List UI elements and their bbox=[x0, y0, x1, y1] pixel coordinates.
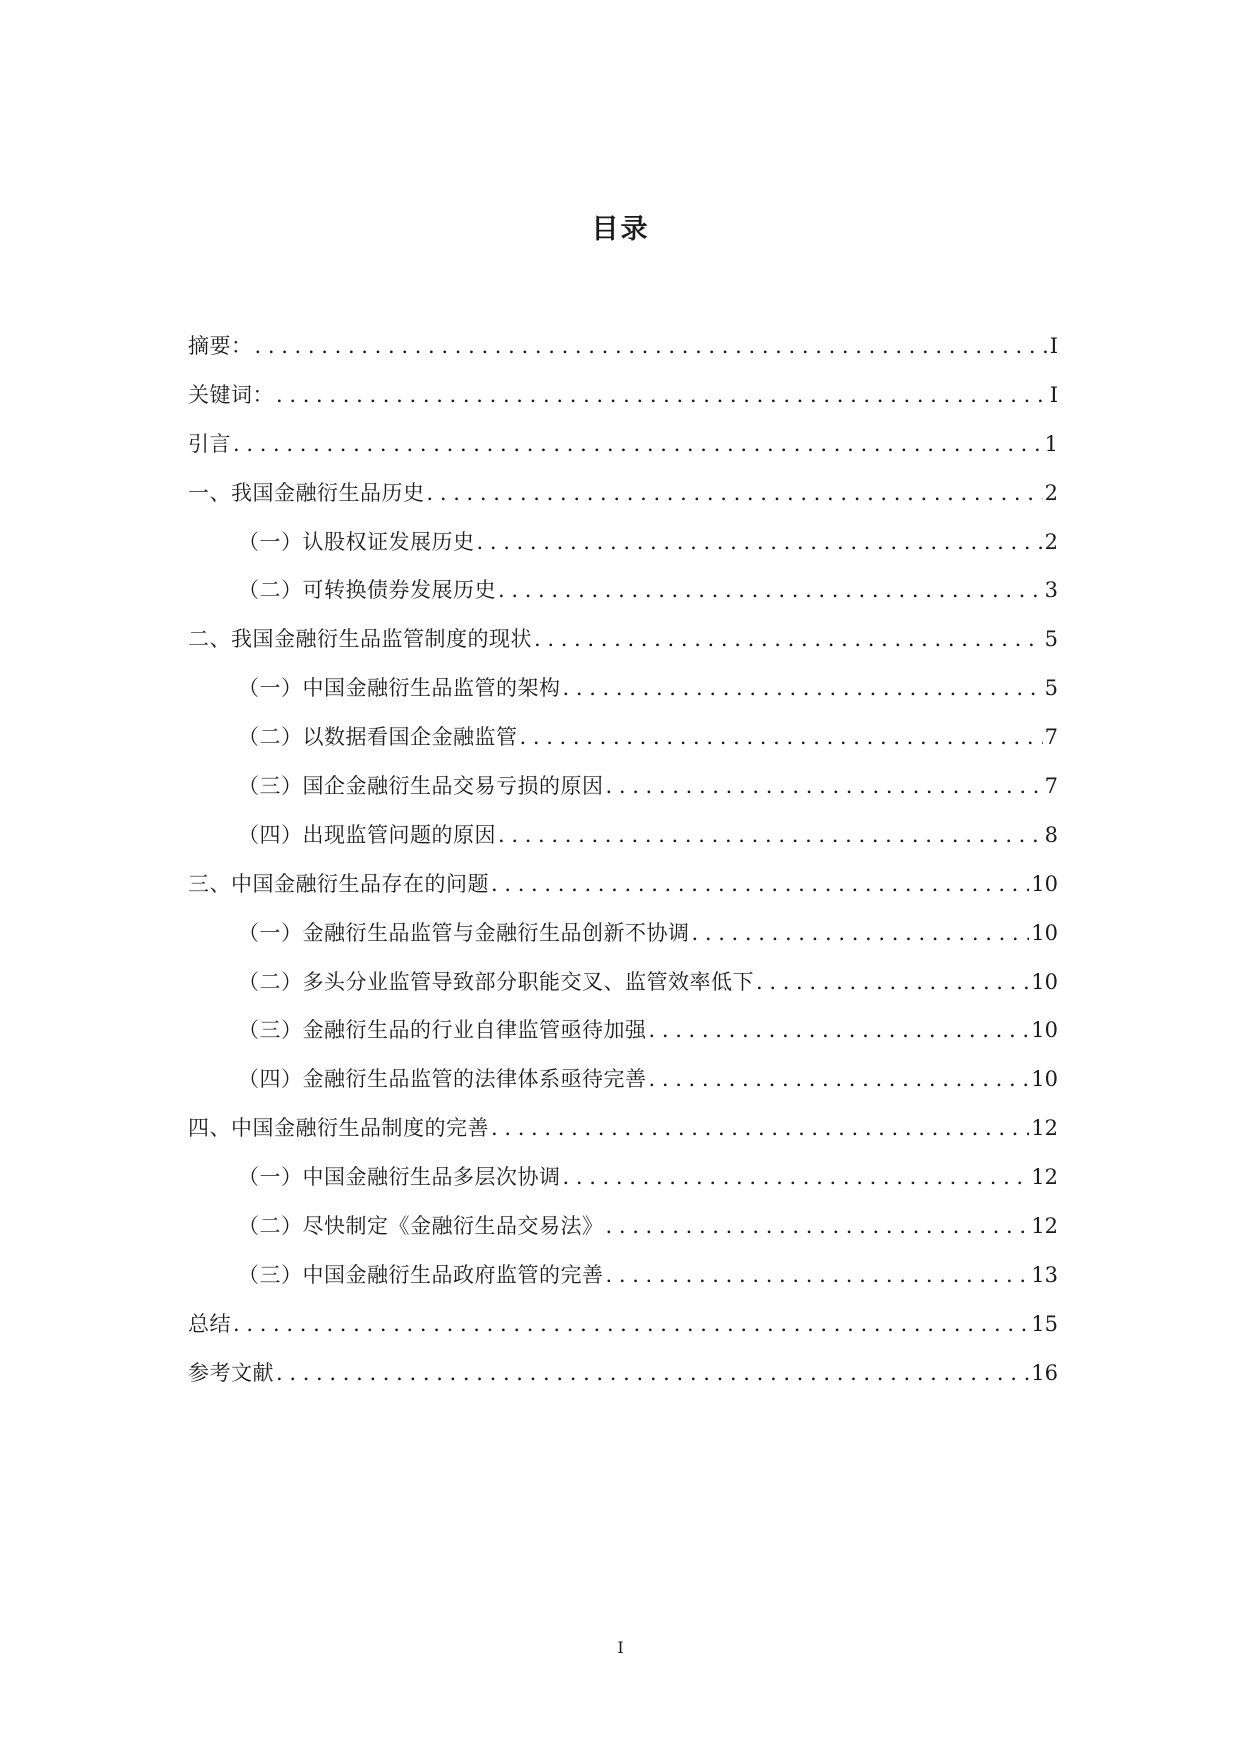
toc-entry[interactable] bbox=[188, 958, 1058, 1007]
toc-entry[interactable] bbox=[188, 420, 1058, 469]
toc-entry[interactable] bbox=[188, 664, 1058, 713]
toc-entry-label: （一）金融衍生品监管与金融衍生品创新不协调 bbox=[238, 920, 690, 945]
toc-dot-leader bbox=[276, 371, 1048, 420]
toc-entry-page: 5 bbox=[1044, 627, 1058, 652]
toc-entry-label: （四）金融衍生品监管的法律体系亟待完善 bbox=[238, 1067, 647, 1092]
toc-entry-label: 摘要： bbox=[188, 334, 253, 358]
toc-entry-label: （一）认股权证发展历史 bbox=[238, 529, 475, 554]
toc-entry-label: 四、中国金融衍生品制度的完善 bbox=[188, 1116, 489, 1141]
toc-entry-label: 总结 bbox=[188, 1311, 231, 1336]
toc-entry[interactable] bbox=[188, 322, 1058, 371]
toc-entry-label: （二）尽快制定《金融衍生品交易法》 bbox=[238, 1214, 604, 1239]
page-title: 目录 bbox=[591, 214, 650, 245]
toc-entry-page: 12 bbox=[1031, 1165, 1058, 1190]
toc-entry-page: 1 bbox=[1044, 431, 1058, 456]
toc-entry-label: （四）出现监管问题的原因 bbox=[238, 822, 496, 847]
toc-entry-page: 10 bbox=[1031, 969, 1058, 994]
toc-dot-leader bbox=[498, 566, 1043, 615]
toc-entry[interactable] bbox=[188, 371, 1058, 420]
toc-entry[interactable] bbox=[188, 909, 1058, 958]
toc-entry-page: 12 bbox=[1031, 1214, 1058, 1239]
toc-entry-page: 10 bbox=[1031, 920, 1058, 945]
toc-entry-page: 10 bbox=[1031, 871, 1058, 896]
toc-entry-page: 12 bbox=[1031, 1116, 1058, 1141]
toc-entry[interactable] bbox=[188, 1202, 1058, 1251]
toc-dot-leader bbox=[692, 909, 1030, 958]
toc-entry[interactable] bbox=[188, 1006, 1058, 1055]
toc-entry-page: 16 bbox=[1031, 1360, 1058, 1385]
toc-dot-leader bbox=[233, 420, 1043, 469]
toc-entry[interactable] bbox=[188, 615, 1058, 664]
toc-entry-label: （一）中国金融衍生品监管的架构 bbox=[238, 676, 561, 701]
toc-entry-page: 5 bbox=[1044, 676, 1058, 701]
toc-dot-leader bbox=[491, 860, 1029, 909]
toc-dot-leader bbox=[534, 615, 1043, 664]
toc-dot-leader bbox=[606, 1202, 1030, 1251]
toc-entry[interactable] bbox=[188, 518, 1058, 567]
toc-entry[interactable] bbox=[188, 713, 1058, 762]
toc-entry[interactable] bbox=[188, 1104, 1058, 1153]
toc-entry-label: （三）中国金融衍生品政府监管的完善 bbox=[238, 1262, 604, 1287]
toc-entry-label: 三、中国金融衍生品存在的问题 bbox=[188, 871, 489, 896]
toc-entry-page: 2 bbox=[1044, 480, 1058, 505]
toc-entry-label: 二、我国金融衍生品监管制度的现状 bbox=[188, 627, 532, 652]
toc-entry-page: 3 bbox=[1044, 578, 1058, 603]
toc-dot-leader bbox=[491, 1104, 1029, 1153]
toc-entry-label: （二）多头分业监管导致部分职能交叉、监管效率低下 bbox=[238, 969, 754, 994]
toc-entry-label: 参考文献 bbox=[188, 1360, 274, 1385]
toc-dot-leader bbox=[276, 1349, 1029, 1398]
toc-entry-page: 10 bbox=[1031, 1067, 1058, 1092]
toc-entry-label: （二）以数据看国企金融监管 bbox=[238, 725, 518, 750]
toc-entry-page: 7 bbox=[1044, 725, 1058, 750]
table-of-contents bbox=[188, 322, 1058, 1398]
toc-dot-leader bbox=[255, 322, 1048, 371]
toc-dot-leader bbox=[563, 664, 1043, 713]
toc-dot-leader bbox=[233, 1300, 1029, 1349]
toc-dot-leader bbox=[520, 713, 1043, 762]
toc-entry-label: （三）国企金融衍生品交易亏损的原因 bbox=[238, 774, 604, 799]
toc-entry-page: 13 bbox=[1031, 1262, 1058, 1287]
toc-entry[interactable] bbox=[188, 762, 1058, 811]
toc-dot-leader bbox=[563, 1153, 1030, 1202]
toc-entry[interactable] bbox=[188, 1251, 1058, 1300]
toc-dot-leader bbox=[649, 1055, 1030, 1104]
toc-entry[interactable] bbox=[188, 566, 1058, 615]
page-number: I bbox=[617, 1638, 624, 1657]
toc-entry-page: I bbox=[1049, 382, 1058, 407]
toc-entry[interactable] bbox=[188, 1349, 1058, 1398]
toc-entry[interactable] bbox=[188, 1300, 1058, 1349]
toc-entry[interactable] bbox=[188, 811, 1058, 860]
toc-entry-label: 引言 bbox=[188, 431, 231, 456]
toc-entry-page: 15 bbox=[1031, 1311, 1058, 1336]
toc-entry-label: （二）可转换债券发展历史 bbox=[238, 578, 496, 603]
toc-dot-leader bbox=[606, 762, 1043, 811]
toc-entry-label: （三）金融衍生品的行业自律监管亟待加强 bbox=[238, 1018, 647, 1043]
toc-entry-page: 7 bbox=[1044, 774, 1058, 799]
toc-entry[interactable] bbox=[188, 860, 1058, 909]
toc-dot-leader bbox=[756, 958, 1029, 1007]
toc-entry[interactable] bbox=[188, 1055, 1058, 1104]
toc-entry[interactable] bbox=[188, 469, 1058, 518]
toc-entry-page: I bbox=[1049, 334, 1058, 358]
toc-entry-page: 10 bbox=[1031, 1018, 1058, 1043]
toc-entry[interactable] bbox=[188, 1153, 1058, 1202]
toc-dot-leader bbox=[649, 1006, 1030, 1055]
toc-dot-leader bbox=[606, 1251, 1030, 1300]
toc-dot-leader bbox=[427, 469, 1043, 518]
toc-entry-page: 8 bbox=[1044, 822, 1058, 847]
toc-dot-leader bbox=[498, 811, 1043, 860]
toc-entry-label: （一）中国金融衍生品多层次协调 bbox=[238, 1165, 561, 1190]
toc-dot-leader bbox=[477, 518, 1043, 567]
toc-entry-label: 关键词： bbox=[188, 382, 274, 407]
toc-entry-page: 2 bbox=[1044, 529, 1058, 554]
toc-entry-label: 一、我国金融衍生品历史 bbox=[188, 480, 425, 505]
